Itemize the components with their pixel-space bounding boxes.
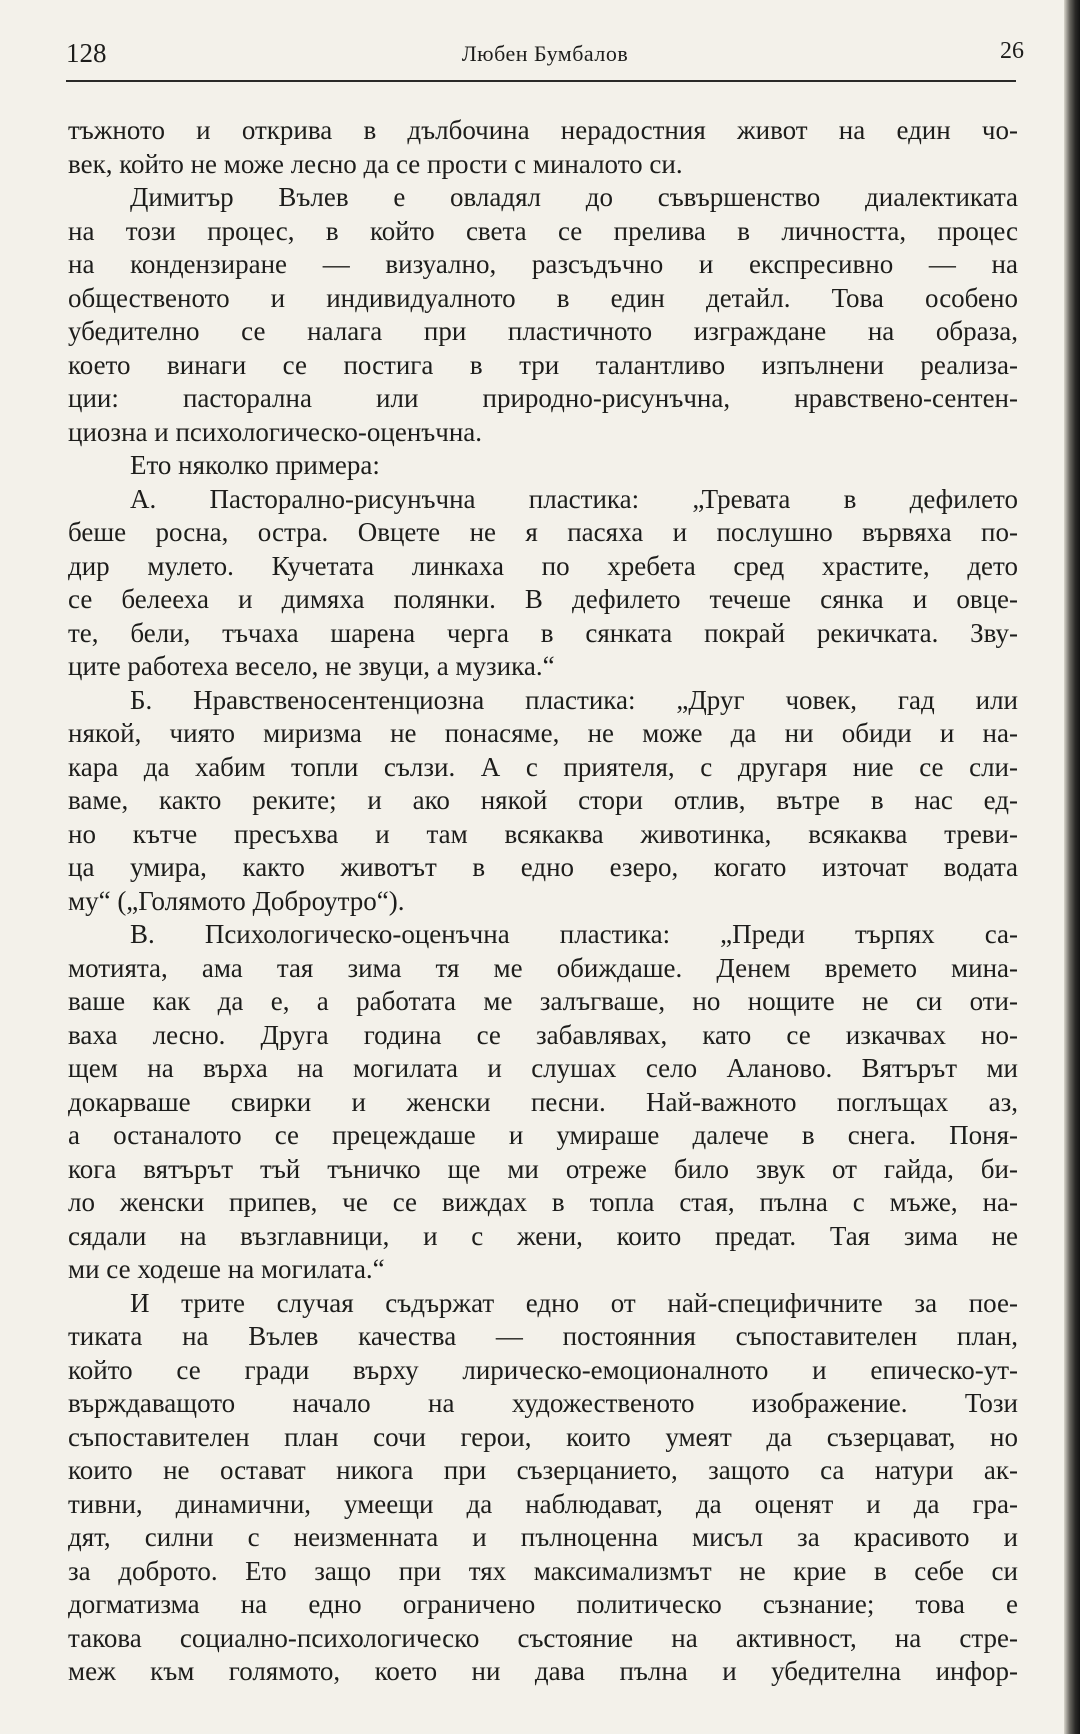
text-line: ваха лесно. Друга година се забавлявах, като се изкачвах но- bbox=[68, 1019, 1018, 1050]
text-line: Ето няколко примера: bbox=[130, 450, 380, 480]
text-line: общественото и индивидуалното в един детайл. Това особено bbox=[68, 282, 1018, 313]
page-number-left: 128 bbox=[66, 38, 107, 68]
text-line: върждаващото начало на художественото изображение. Този bbox=[68, 1388, 1018, 1418]
text-line: догматизма на едно ограничено политическо съзнание; това е bbox=[68, 1589, 1018, 1619]
page-header bbox=[66, 38, 1024, 78]
text-line: мотията, ама тая зима тя ме обиждаше. Денем времето мина- bbox=[68, 952, 1018, 983]
text-line: дир мулето. Кучетата линкаха по хребета сред храстите, дето bbox=[68, 550, 1018, 581]
text-line: ло женски припев, че се виждах в топла стая, пълна с мъже, на- bbox=[68, 1187, 1018, 1217]
running-head-author: Любен Бумбалов bbox=[461, 41, 629, 66]
text-line: които не остават никога при съзерцанието, защото са натури ак- bbox=[68, 1455, 1018, 1485]
text-line: тъжното и открива в дълбочина нерадостния живот на един чо- bbox=[68, 115, 1018, 145]
text-line: ции: пасторална или природно-рисунъчна, нравствено-сентен- bbox=[68, 383, 1018, 413]
text-line: убедително се налага при пластичното изграждане на образа, bbox=[68, 316, 1018, 346]
text-line: някой, чиято миризма не понасяме, не може да ни обиди и на- bbox=[68, 718, 1018, 748]
text-line: меж към голямото, което ни дава пълна и убедителна инфор- bbox=[68, 1656, 1018, 1686]
header-rule bbox=[66, 80, 1016, 82]
text-line: ваме, както реките; и ако някой стори отлив, вътре в нас ед- bbox=[68, 785, 1018, 815]
text-line: на този процес, в който света се прелива в личността, процес bbox=[68, 215, 1018, 246]
text-line: беше росна, остра. Овцете не я пасяха и послушно вървяха по- bbox=[68, 517, 1018, 547]
text-line: такова социално-психологическо състояние на активност, на стре- bbox=[68, 1622, 1018, 1653]
text-line: Б. Нравственосентенциозна пластика: „Друг човек, гад или bbox=[130, 684, 1018, 715]
text-line: ми се ходеше на могилата.“ bbox=[68, 1254, 385, 1284]
text-line: на кондензиране — визуално, разсъдъчно и експресивно — на bbox=[68, 249, 1018, 279]
text-line: който се гради върху лирическо-емоционалното и епическо-ут- bbox=[68, 1354, 1018, 1385]
page-edge-shadow bbox=[1064, 0, 1080, 1734]
text-line: съпоставителен план сочи герои, които умеят да съзерцават, но bbox=[68, 1421, 1018, 1452]
page-number-right: 26 bbox=[1000, 38, 1024, 64]
text-line: А. Пасторално-рисунъчна пластика: „Тревата в дефилето bbox=[130, 483, 1018, 514]
text-line: щем на върха на могилата и слушах село Аланово. Вятърът ми bbox=[68, 1053, 1018, 1083]
text-line: И трите случая съдържат едно от най-специфичните за пое- bbox=[130, 1287, 1018, 1318]
text-line: те, бели, тъчаха шарена черга в сянката покрай рекичката. Зву- bbox=[68, 617, 1018, 648]
text-line: ца умира, както животът в едно езеро, когато източат водата bbox=[68, 852, 1018, 882]
text-line: циозна и психологическо-оценъчна. bbox=[68, 416, 483, 447]
text-line: кога вятърът тъй тъничко ще ми отреже било звук от гайда, би- bbox=[68, 1153, 1018, 1184]
text-line: а останалото се прецеждаше и умираше далече в снега. Поня- bbox=[68, 1120, 1018, 1150]
text-line: ваше как да е, а работата ме залъгваше, но нощите не си оти- bbox=[68, 986, 1018, 1016]
text-line: му“ („Голямото Доброутро“). bbox=[68, 885, 405, 916]
text-line: се белееха и димяха полянки. В дефилето течеше сянка и овце- bbox=[68, 584, 1018, 614]
text-line: но кътче пресъхва и там всякаква животинка, всякаква треви- bbox=[68, 818, 1018, 849]
text-line: Димитър Вълев е овладял до съвършенство диалектиката bbox=[130, 182, 1018, 212]
text-line: тивни, динамични, умеещи да наблюдават, да оценят и да гра- bbox=[68, 1488, 1018, 1519]
text-line: тиката на Вълев качества — постоянния съпоставителен план, bbox=[68, 1321, 1018, 1351]
body-text bbox=[68, 114, 1018, 1689]
text-line: век, който не може лесно да се прости с миналото си. bbox=[68, 148, 683, 179]
text-line: ците работеха весело, не звуци, а музика.“ bbox=[68, 651, 555, 681]
text-line: сядали на възглавници, и с жени, които предат. Тая зима не bbox=[68, 1220, 1018, 1251]
text-line: което винаги се постига в три талантливо изпълнени реализа- bbox=[68, 349, 1018, 380]
text-line: за доброто. Ето защо при тях максимализмът не крие в себе си bbox=[68, 1555, 1018, 1586]
text-line: В. Психологическо-оценъчна пластика: „Преди търпях са- bbox=[130, 919, 1018, 949]
text-line: докарваше свирки и женски песни. Най-важното поглъщах аз, bbox=[68, 1086, 1018, 1117]
text-line: кара да хабим топли сълзи. А с приятеля, с другаря ние се сли- bbox=[68, 751, 1018, 782]
text-line: дят, силни с неизменната и пълноценна мисъл за красивото и bbox=[68, 1522, 1018, 1552]
